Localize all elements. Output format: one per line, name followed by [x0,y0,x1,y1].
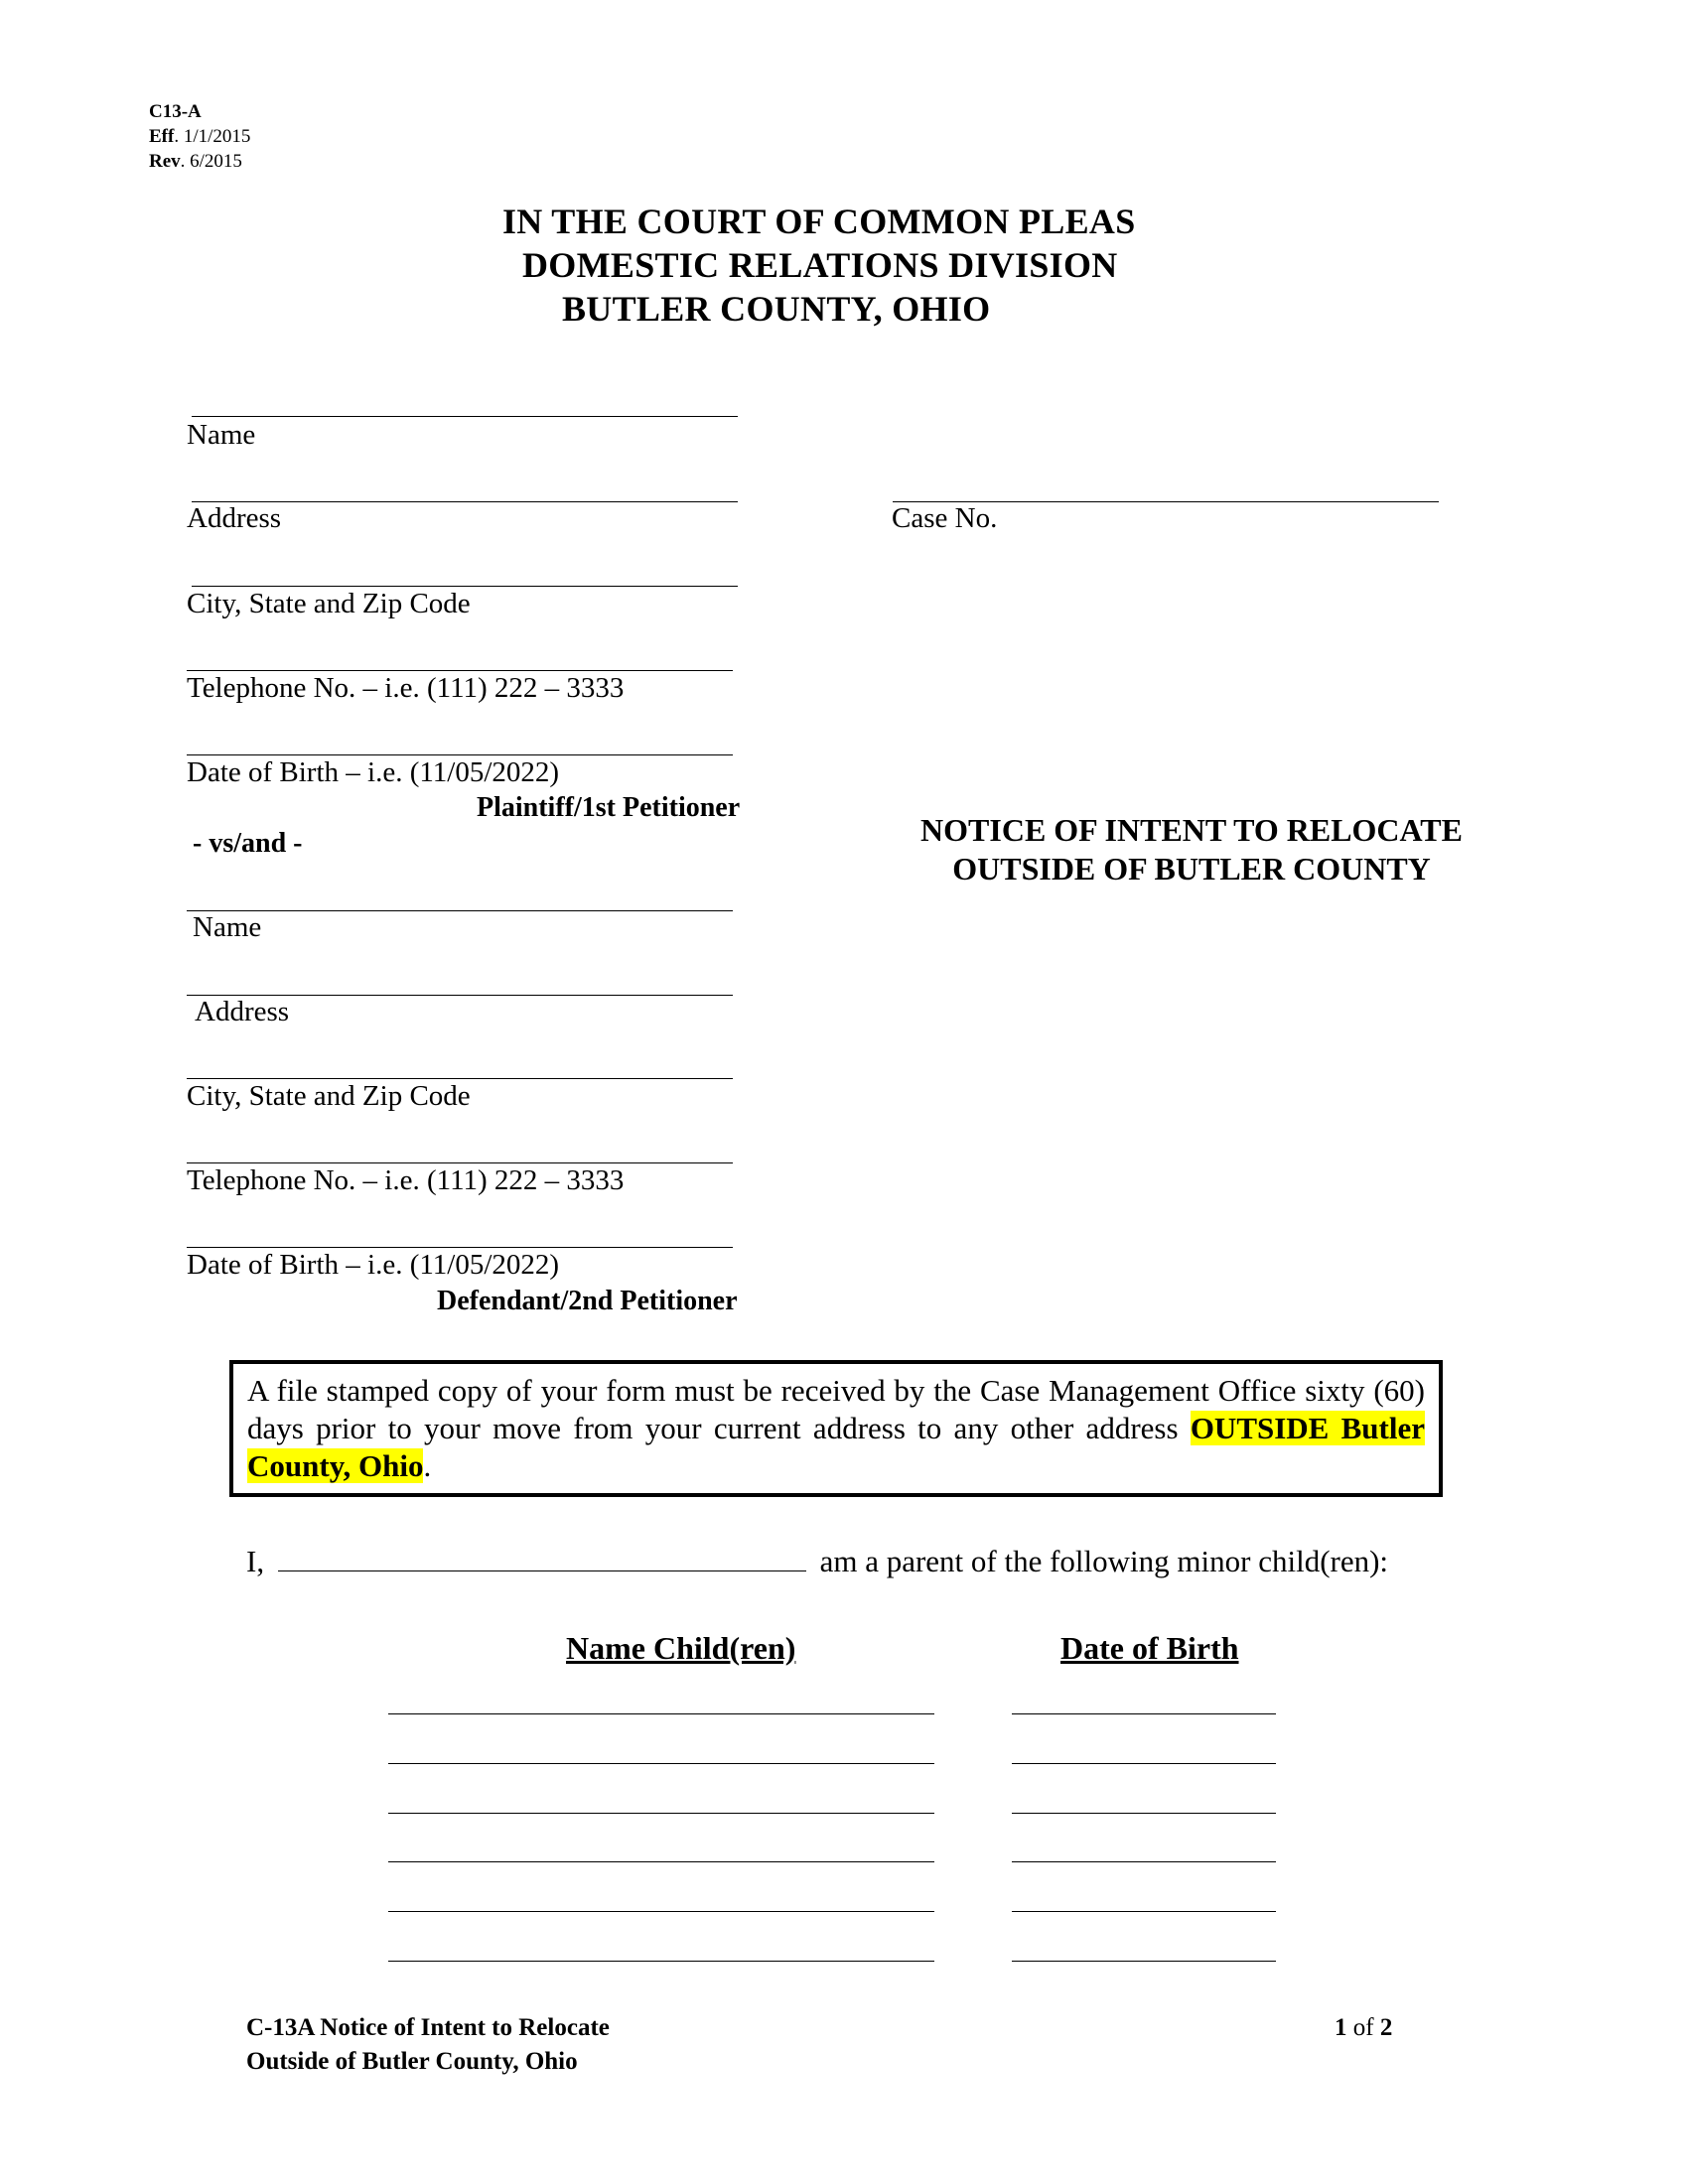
footer-form-title [246,2011,610,2079]
versus-label: - vs/and - [193,828,303,859]
plaintiff-dob-label: Date of Birth – i.e. (11/05/2022) [187,756,560,788]
plaintiff-dob-line[interactable] [187,754,733,755]
plaintiff-city-line[interactable] [192,586,738,587]
plaintiff-address-label: Address [187,502,282,534]
defendant-city-label: City, State and Zip Code [187,1080,471,1112]
court-header-line1: IN THE COURT OF COMMON PLEAS [502,202,1136,241]
plaintiff-name-label: Name [187,419,256,451]
footer-line1: C-13A Notice of Intent to Relocate [246,2014,610,2041]
child-dob-line[interactable] [1012,1813,1276,1814]
notice-text [247,1372,1425,1485]
court-header-line2: DOMESTIC RELATIONS DIVISION [522,245,1118,285]
child-dob-line[interactable] [1012,1763,1276,1764]
defendant-dob-label: Date of Birth – i.e. (11/05/2022) [187,1249,560,1281]
parent-suffix: am a parent of the following minor child(ren): [819,1544,1389,1578]
plaintiff-phone-line[interactable] [187,670,733,671]
child-name-line[interactable] [388,1961,934,1962]
defendant-phone-label: Telephone No. – i.e. (111) 222 – 3333 [187,1164,625,1196]
revised-date: . 6/2015 [180,151,242,172]
court-header-line3: BUTLER COUNTY, OHIO [562,289,991,329]
child-name-line[interactable] [388,1713,934,1714]
child-name-line[interactable] [388,1861,934,1862]
parent-statement [246,1543,1388,1579]
plaintiff-phone-label: Telephone No. – i.e. (111) 222 – 3333 [187,672,625,704]
notice-box [229,1360,1443,1497]
defendant-phone-line[interactable] [187,1162,733,1163]
child-name-line[interactable] [388,1763,934,1764]
revised-label: Rev [149,151,181,172]
child-dob-line[interactable] [1012,1911,1276,1912]
plaintiff-name-line[interactable] [192,416,738,417]
notice-text-end: . [423,1448,432,1483]
child-dob-line[interactable] [1012,1961,1276,1962]
case-number-label: Case No. [892,502,998,534]
parent-prefix: I, [246,1544,265,1578]
footer-line2: Outside of Butler County, Ohio [246,2048,578,2075]
defendant-city-line[interactable] [187,1078,733,1079]
plaintiff-city-label: City, State and Zip Code [187,588,471,619]
page-current: 1 [1335,2014,1347,2041]
notice-text-main: A file stamped copy of your form must be received by the Case Management Office sixty (60) days prior to your move from your current address to any other address [247,1373,1425,1445]
child-dob-line[interactable] [1012,1713,1276,1714]
page-number [1335,2011,1392,2045]
form-id: C13-A [149,101,202,122]
defendant-dob-line[interactable] [187,1247,733,1248]
defendant-name-label: Name [193,911,262,943]
document-title-line1: NOTICE OF INTENT TO RELOCATE [920,812,1463,848]
children-dob-header: Date of Birth [1060,1630,1239,1666]
page-total: 2 [1379,2014,1393,2041]
page-of: of [1352,2014,1374,2041]
children-name-header: Name Child(ren) [566,1630,796,1666]
parent-name-blank[interactable] [278,1543,806,1571]
child-dob-line[interactable] [1012,1861,1276,1862]
child-name-line[interactable] [388,1813,934,1814]
plaintiff-role-label: Plaintiff/1st Petitioner [477,792,741,823]
effective-date: . 1/1/2015 [174,126,251,147]
child-name-line[interactable] [388,1911,934,1912]
notice-highlight: OUTSIDE Butler County, Ohio [247,1411,1426,1483]
defendant-role-label: Defendant/2nd Petitioner [437,1286,738,1316]
document-title-line2: OUTSIDE OF BUTLER COUNTY [952,851,1431,887]
form-meta [149,99,250,174]
effective-label: Eff [149,126,175,147]
defendant-address-label: Address [195,996,290,1027]
defendant-name-line[interactable] [187,910,733,911]
